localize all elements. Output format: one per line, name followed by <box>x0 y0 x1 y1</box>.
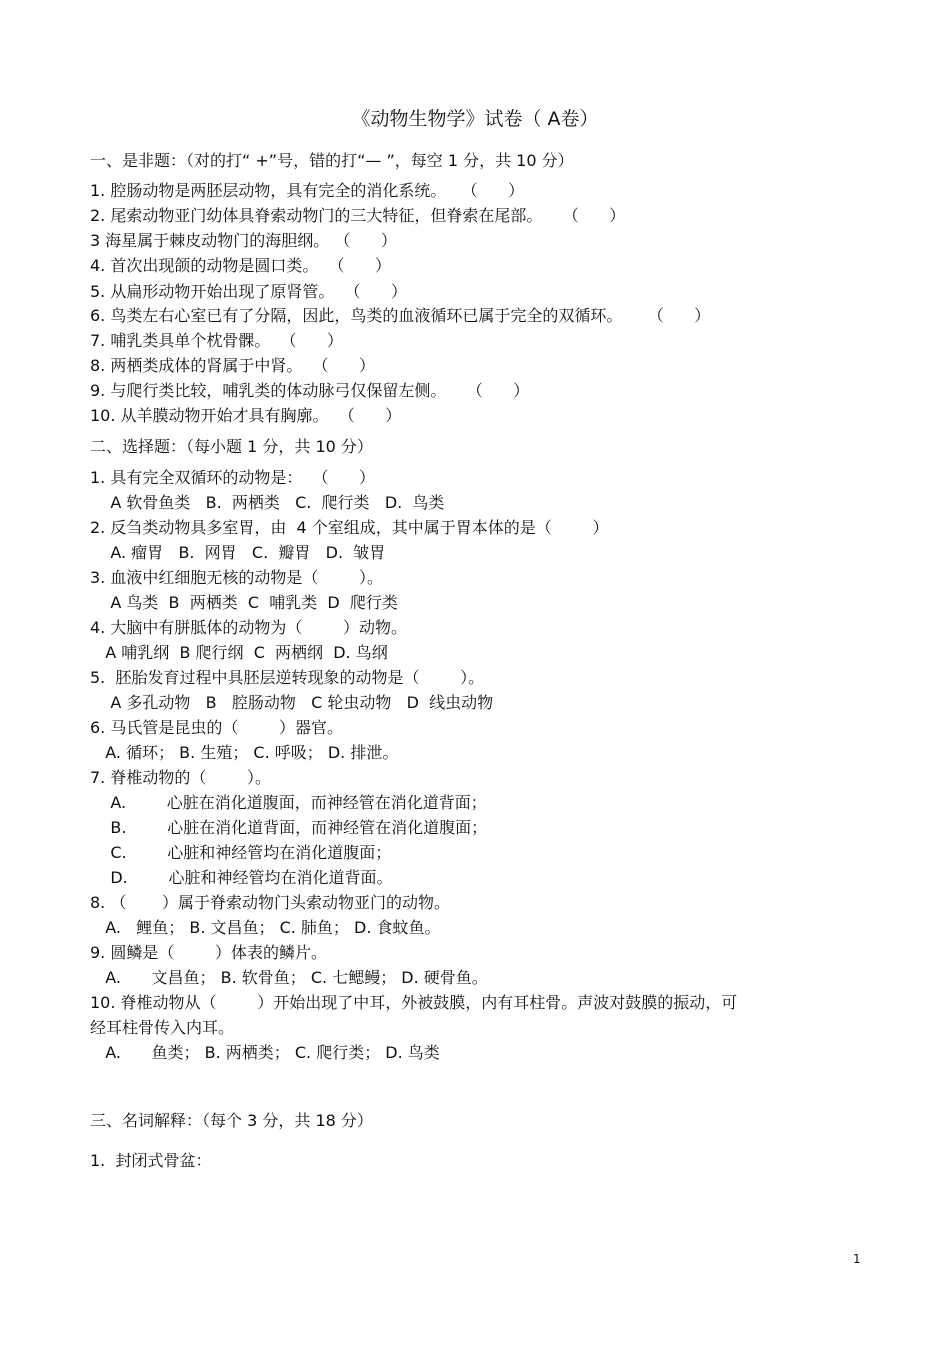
section-2-heading: 二、选择题：（每小题 1 分，共 10 分） <box>90 437 373 456</box>
tf-question-8: 8. 两栖类成体的肾属于中肾。 （ ） <box>90 356 376 375</box>
section-1-heading: 一、是非题：（对的打“ +”号，错的打“— ”，每空 1 分，共 10 分） <box>90 151 574 170</box>
mc-options-10: A. 鱼类； B. 两栖类； C. 爬行类； D. 鸟类 <box>90 1043 440 1062</box>
mc-option-7d: D. 心脏和神经管均在消化道背面。 <box>90 868 393 887</box>
term-question-1: 1. 封闭式骨盆： <box>90 1151 212 1170</box>
mc-question-10-cont: 经耳柱骨传入内耳。 <box>90 1018 235 1037</box>
mc-question-1: 1. 具有完全双循环的动物是： （ ） <box>90 468 376 487</box>
mc-question-7: 7. 脊椎动物的（ ）。 <box>90 768 272 787</box>
tf-question-9: 9. 与爬行类比较，哺乳类的体动脉弓仅保留左侧。 （ ） <box>90 381 530 400</box>
mc-options-5: A 多孔动物 B 腔肠动物 C 轮虫动物 D 线虫动物 <box>90 693 494 712</box>
mc-options-6: A. 循环； B. 生殖； C. 呼吸； D. 排泄。 <box>90 743 399 762</box>
mc-question-3: 3. 血液中红细胞无核的动物是（ ）。 <box>90 568 384 587</box>
mc-option-7b: B. 心脏在消化道背面，而神经管在消化道腹面； <box>90 818 488 837</box>
mc-options-3: A 鸟类 B 两栖类 C 哺乳类 D 爬行类 <box>90 593 398 612</box>
mc-options-8: A. 鲤鱼； B. 文昌鱼； C. 肺鱼； D. 食蚊鱼。 <box>90 918 441 937</box>
mc-question-9: 9. 圆鳞是（ ）体表的鳞片。 <box>90 943 328 962</box>
section-3-heading: 三、名词解释：（每个 3 分，共 18 分） <box>90 1111 373 1130</box>
page-number: 1 <box>853 1252 861 1266</box>
mc-option-7c: C. 心脏和神经管均在消化道腹面； <box>90 843 392 862</box>
mc-options-4: A 哺乳纲 B 爬行纲 C 两栖纲 D. 鸟纲 <box>90 643 388 662</box>
tf-question-2: 2. 尾索动物亚门幼体具脊索动物门的三大特征，但脊索在尾部。 （ ） <box>90 206 626 225</box>
exam-title: 《动物生物学》试卷（ A卷） <box>351 108 599 130</box>
tf-question-7: 7. 哺乳类具单个枕骨髁。 （ ） <box>90 331 344 350</box>
mc-options-2: A. 瘤胃 B. 网胃 C. 瓣胃 D. 皱胃 <box>90 543 386 562</box>
mc-question-6: 6. 马氏管是昆虫的（ ）器官。 <box>90 718 344 737</box>
tf-question-10: 10. 从羊膜动物开始才具有胸廓。 （ ） <box>90 406 402 425</box>
mc-question-10: 10. 脊椎动物从（ ）开始出现了中耳，外被鼓膜，内有耳柱骨。声波对鼓膜的振动，可 <box>90 993 738 1012</box>
mc-question-4: 4. 大脑中有胼胝体的动物为（ ）动物。 <box>90 618 408 637</box>
tf-question-6: 6. 鸟类左右心室已有了分隔，因此，鸟类的血液循环已属于完全的双循环。 （ ） <box>90 306 711 325</box>
tf-question-3: 3 海星属于棘皮动物门的海胆纲。 （ ） <box>90 231 397 250</box>
tf-question-1: 1. 腔肠动物是两胚层动物，具有完全的消化系统。 （ ） <box>90 181 525 200</box>
tf-question-4: 4. 首次出现颌的动物是圆口类。 （ ） <box>90 256 392 275</box>
tf-question-5: 5. 从扁形动物开始出现了原肾管。 （ ） <box>90 282 408 301</box>
mc-option-7a: A. 心脏在消化道腹面，而神经管在消化道背面； <box>90 793 487 812</box>
mc-options-9: A. 文昌鱼； B. 软骨鱼； C. 七鳃鳗； D. 硬骨鱼。 <box>90 968 488 987</box>
mc-options-1: A 软骨鱼类 B. 两栖类 C. 爬行类 D. 鸟类 <box>90 493 445 512</box>
mc-question-8: 8. （ ）属于脊索动物门头索动物亚门的动物。 <box>90 893 450 912</box>
mc-question-5: 5. 胚胎发育过程中具胚层逆转现象的动物是（ ）。 <box>90 668 485 687</box>
mc-question-2: 2. 反刍类动物具多室胃，由 4 个室组成，其中属于胃本体的是（ ） <box>90 518 609 537</box>
